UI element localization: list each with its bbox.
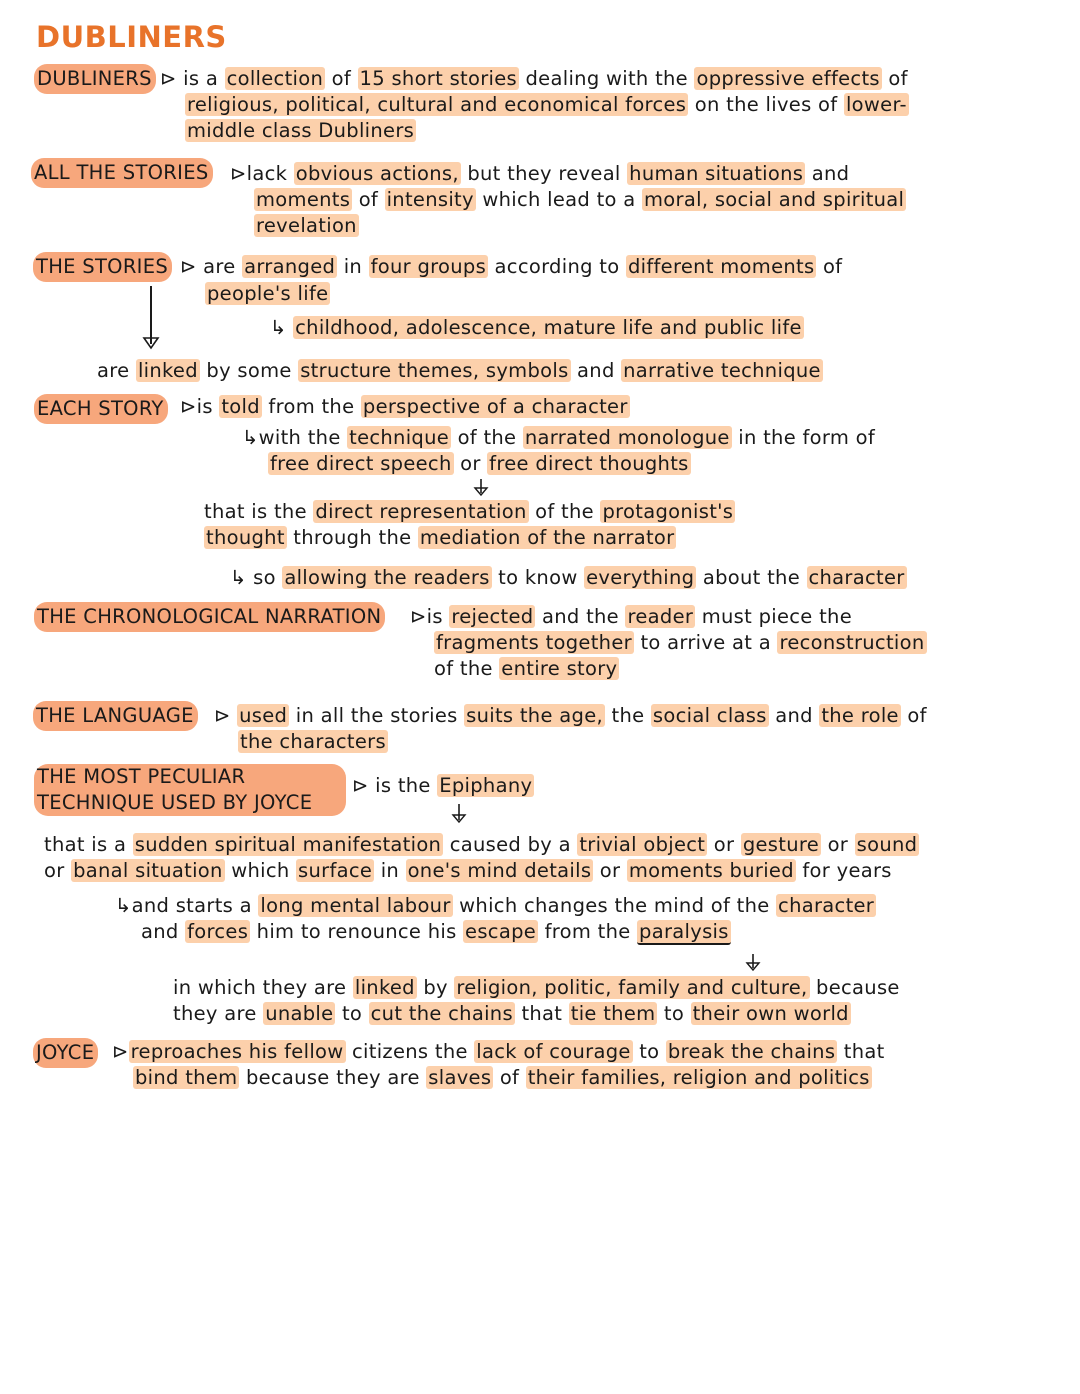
hook-arrow-icon: ↳ <box>115 894 132 917</box>
each-story-label: EACH STORY <box>34 394 168 424</box>
the-stories-label: THE STORIES <box>33 252 172 282</box>
peculiar-label-2: TECHNIQUE USED BY JOYCE <box>37 791 313 814</box>
arrow-right-icon: ⊳ <box>230 162 247 185</box>
the-stories-line-2: people's life <box>207 282 329 305</box>
peculiar-labour-1: ↳and starts a long mental labour which changes the mind of the character <box>115 894 875 917</box>
peculiar-def-1: that is a sudden spiritual manifestation caused by a trivial object or gesture or sound <box>44 833 918 856</box>
dubliners-line-3: middle class Dubliners <box>187 119 415 142</box>
the-stories-linked: are linked by some structure themes, symbols and narrative technique <box>97 359 821 382</box>
chronological-line-3: of the entire story <box>434 657 618 680</box>
arrow-right-icon: ⊳ <box>410 605 427 628</box>
dubliners-line-1: ⊳ is a collection of 15 short stories dealing with the oppressive effects of <box>160 67 908 90</box>
each-story-sub-1: ↳with the technique of the narrated monologue in the form of <box>242 426 876 449</box>
all-stories-line-2: moments of intensity which lead to a moral, social and spiritual <box>256 188 905 211</box>
peculiar-def-2: or banal situation which surface in one's mind details or moments buried for years <box>44 859 892 882</box>
arrow-right-icon: ⊳ <box>180 395 197 418</box>
peculiar-line-1: ⊳ is the Epiphany <box>352 774 533 797</box>
arrow-right-icon: ⊳ <box>352 774 369 797</box>
hook-arrow-icon: ↳ <box>242 426 259 449</box>
peculiar-label-1: THE MOST PECULIAR <box>37 765 246 788</box>
arrow-right-icon: ⊳ <box>112 1040 129 1063</box>
the-stories-sub: ↳ childhood, adolescence, mature life and public life <box>270 316 802 339</box>
peculiar-para-1: in which they are linked by religion, politic, family and culture, because <box>173 976 900 999</box>
the-stories-line-1: ⊳ are arranged in four groups according to different moments of <box>180 255 843 278</box>
arrow-right-icon: ⊳ <box>160 67 177 90</box>
all-stories-line-3: revelation <box>256 214 357 237</box>
hook-arrow-icon: ↳ <box>230 566 247 589</box>
joyce-label: JOYCE <box>33 1038 98 1068</box>
each-story-sub-2: free direct speech or free direct thoughts <box>270 452 689 475</box>
arrow-down-icon <box>744 952 764 974</box>
all-stories-label: ALL THE STORIES <box>31 158 213 188</box>
arrow-down-icon <box>140 284 164 356</box>
arrow-right-icon: ⊳ <box>214 704 231 727</box>
joyce-line-1: ⊳ reproaches his fellow citizens the lack of courage to break the chains that <box>112 1040 885 1063</box>
hook-arrow-icon: ↳ <box>270 316 287 339</box>
arrow-down-icon <box>472 477 492 499</box>
language-label: THE LANGUAGE <box>33 701 198 731</box>
each-story-so: ↳ so allowing the readers to know everything about the character <box>230 566 905 589</box>
peculiar-labour-2: and forces him to renounce his escape from the paralysis <box>141 920 729 943</box>
chronological-label: THE CHRONOLOGICAL NARRATION <box>34 602 385 632</box>
arrow-right-icon: ⊳ <box>180 255 197 278</box>
dubliners-label: DUBLINERS <box>34 64 156 94</box>
peculiar-para-2: they are unable to cut the chains that tie them to their own world <box>173 1002 849 1025</box>
each-story-rep-2: thought through the mediation of the narrator <box>206 526 675 549</box>
chronological-line-1: ⊳is rejected and the reader must piece the <box>410 605 852 628</box>
all-stories-line-1: ⊳lack obvious actions, but they reveal human situations and <box>230 162 850 185</box>
dubliners-line-2: religious, political, cultural and economical forces on the lives of lower- <box>187 93 907 116</box>
language-line-1: ⊳ used in all the stories suits the age, the social class and the role of <box>214 704 927 727</box>
page-title: DUBLINERS <box>36 20 227 54</box>
language-line-2: the characters <box>240 730 386 753</box>
each-story-line-1: ⊳is told from the perspective of a character <box>180 395 628 418</box>
arrow-down-icon <box>450 802 470 826</box>
joyce-line-2: bind them because they are slaves of their families, religion and politics <box>135 1066 870 1089</box>
each-story-rep-1: that is the direct representation of the protagonist's <box>204 500 734 523</box>
chronological-line-2: fragments together to arrive at a reconstruction <box>436 631 925 654</box>
